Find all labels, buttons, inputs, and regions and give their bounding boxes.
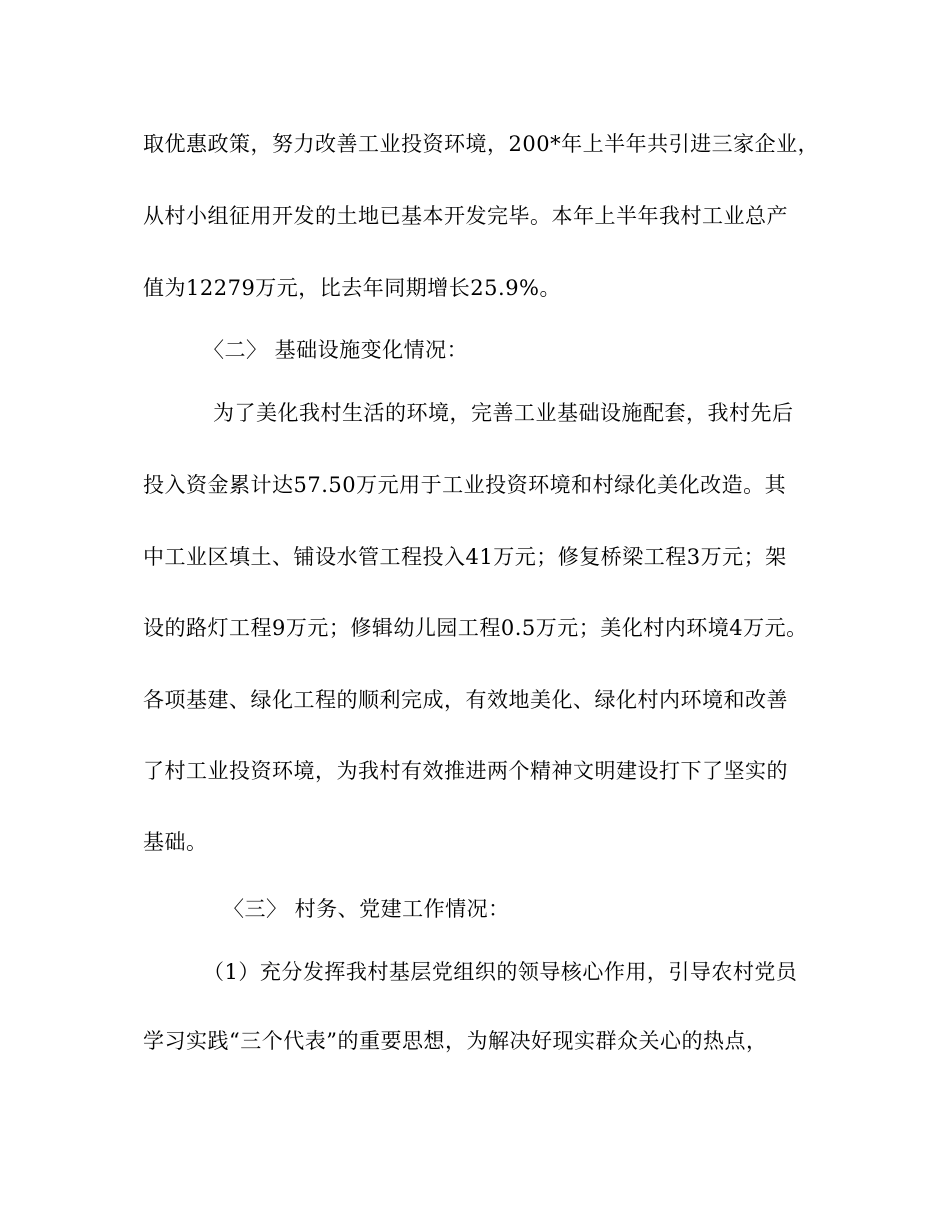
- paragraph-line-11: （1）充分发挥我村基层党组织的领导核心作用，引导农村党员: [203, 960, 798, 984]
- paragraph-line-8: 各项基建、绿化工程的顺利完成，有效地美化、绿化村内环境和改善: [143, 688, 788, 712]
- paragraph-line-3: 值为12279万元，比去年同期增长25.9%。: [143, 276, 562, 300]
- section-heading-3: 〈三〉 村务、党建工作情况：: [223, 897, 510, 921]
- paragraph-line-2: 从村小组征用开发的土地已基本开发完毕。本年上半年我村工业总产: [143, 204, 788, 228]
- paragraph-line-6: 中工业区填土、铺设水管工程投入41万元；修复桥梁工程3万元；架: [143, 545, 787, 569]
- paragraph-line-12: 学习实践“三个代表”的重要思想，为解决好现实群众关心的热点，: [143, 1029, 768, 1053]
- paragraph-line-1: 取优惠政策，努力改善工业投资环境，200*年上半年共引进三家企业，: [143, 132, 820, 156]
- paragraph-line-10: 基础。: [143, 830, 208, 854]
- paragraph-line-9: 了村工业投资环境，为我村有效推进两个精神文明建设打下了坚实的: [143, 759, 788, 783]
- paragraph-line-4: 为了美化我村生活的环境，完善工业基础设施配套，我村先后: [213, 401, 794, 425]
- paragraph-line-7: 设的路灯工程9万元；修辑幼儿园工程0.5万元；美化村内环境4万元。: [143, 616, 808, 640]
- section-heading-2: 〈二〉 基础设施变化情况：: [203, 338, 469, 362]
- paragraph-line-5: 投入资金累计达57.50万元用于工业投资环境和村绿化美化改造。其: [143, 473, 787, 497]
